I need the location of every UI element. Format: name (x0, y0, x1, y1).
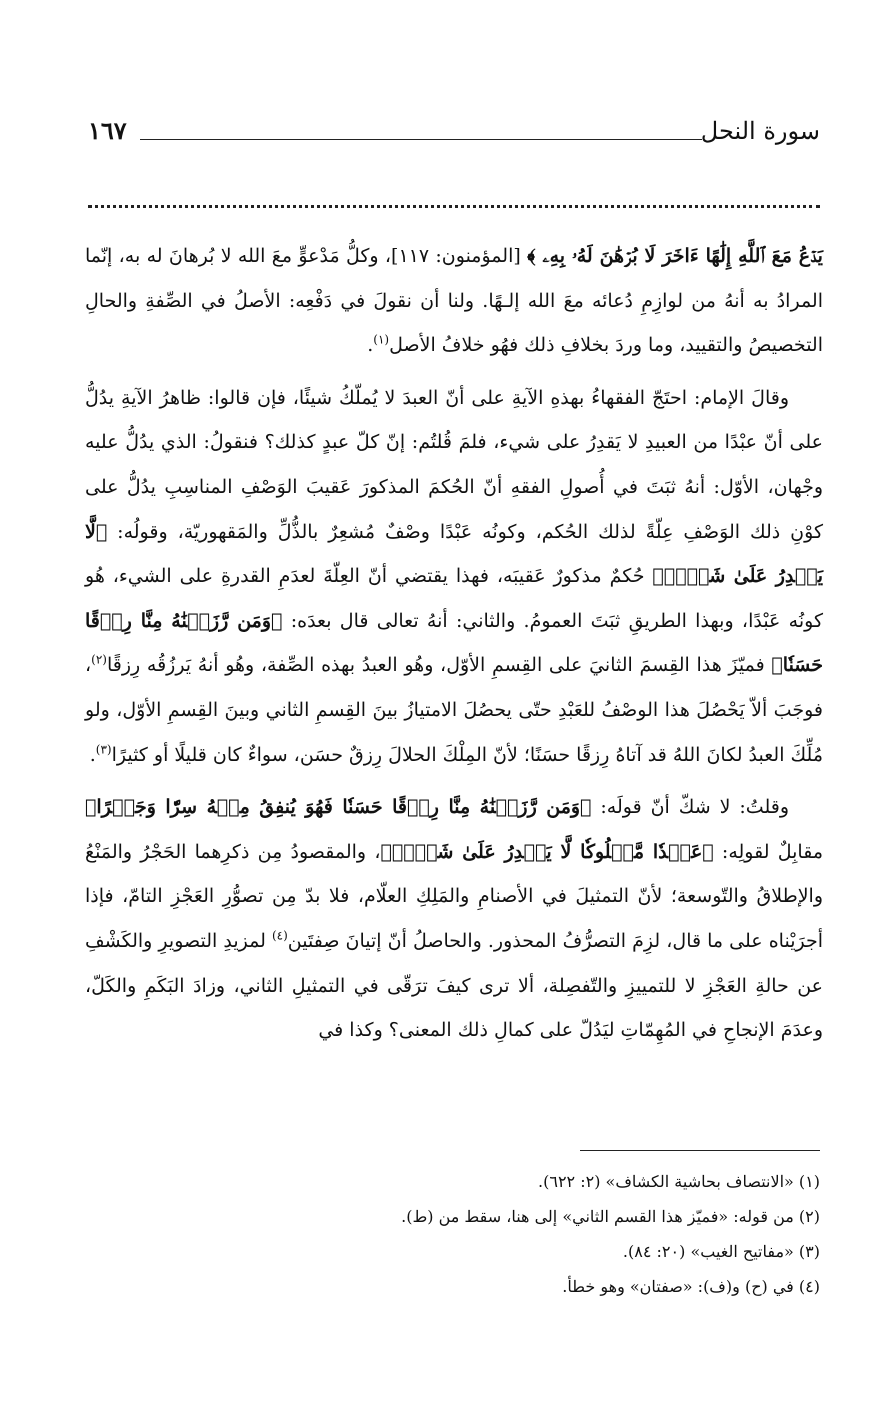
text-run: فميّزَ هذا القِسمَ الثانيَ على القِسمِ الأوّل، وهُو العبدُ بهذه الصِّفة، وهُو أنهُ يَرزُقُه رِزقًا (106, 654, 772, 677)
text-run: وقلتُ: لا شكّ أنّ قولَه: (591, 796, 789, 819)
text-run: حُكمٌ مذكورٌ عَقيبَه، فهذا يقتضي أنّ العِلّةَ لعدَمِ القدرةِ على الشيء، هُو كونُه عَبْدًا، وبهذا الطريقِ ثبَتَ العمومُ. والثاني: أنهُ تعالى قال بعدَه: (85, 565, 824, 632)
main-text (85, 234, 823, 1061)
text-run: وقالَ الإمام: احتَجّ الفقهاءُ بهذهِ الآيةِ على أنّ العبدَ لا يُملّكُ شيئًا، فإن قالوا: ظاهرُ الآيةِ يدُلُّ على أنّ عبْدًا من العبيدِ لا يَقدِرُ على شيء، فلمَ قُلتُم: إنّ كلّ عبدٍ كذلك؟ فنقولُ: الذي يدُلُّ عليه وجْهان، الأوّل: أنهُ ثبَتَ في أُصولِ الفقهِ أنّ الحُكمَ المذكورَ عَقيبَ الوَصْفِ المناسِبِ يدُلُّ على كوْنِ ذلك الوَصْفِ عِلّةً لذلك الحُكم، وكونُه عَبْدًا وصْفٌ مُشعِرٌ بالذُّلِّ والمَقهوريّة، وقولُه: (85, 386, 823, 543)
footnote-separator (580, 1150, 820, 1151)
running-title: سورة النحل (700, 117, 820, 145)
footnote-ref: (٢) (91, 653, 107, 668)
quran-verse: ﴿وَمَن رَّزَقۡنَٰهُ مِنَّا رِزۡقًا حَسَنٗا﴾ (85, 609, 823, 677)
paragraph-2 (85, 376, 823, 777)
quran-verse: يَدۡعُ مَعَ ٱللَّهِ إِلَٰهًا ءَاخَرَ لَا بُرۡهَٰنَ لَهُۥ بِهِۦ ﴾ (527, 245, 823, 267)
text-run: ، والمقصودُ مِن ذكرِهما الحَجْرُ والمَنْعُ والإطلاقُ والتّوسعة؛ لأنّ التمثيلَ في الأصنامِ والمَلِكِ العلّام، فلا بدّ مِن تصوُّرِ العَجْزِ التامّ، فإذا أجرَيْناه على ما قال، لزِمَ التصرُّفُ المحذور. والحاصلُ أنّ إتيانَ صِفتَين (85, 840, 823, 952)
footnote-ref: (١) (373, 332, 390, 347)
header-rule (140, 139, 702, 140)
text-run: . (89, 743, 96, 766)
paragraph-1 (85, 234, 823, 368)
running-header (88, 110, 820, 154)
footnotes (88, 1164, 820, 1304)
footnote-ref: (٣) (95, 742, 112, 757)
footnote-4: (٤) في (ح) و(ف): «صفتان» وهو خطأ. (562, 1277, 820, 1296)
text-run: لمزيدِ التصويرِ والكَشْفِ عن حالةِ العَجْزِ لا للتمييزِ والتّفصِلة، ألا ترى كيفَ ترَقّى في التمثيلِ الثاني، وزادَ البَكَمِ والكَلّ، وعدَمَ الإنجاحِ في المُهِمّاتِ ليَدُلّ على كمالِ ذلك المعنى؟ وكذا في (85, 929, 823, 1042)
text-run: ، فوجَبَ ألاّ يَحْصُلَ هذا الوصْفُ للعَبْدِ حتّى يحصُلَ الامتيازُ بينَ القِسمِ الثاني وبينَ القِسمِ الأوّل، ولو مُلِّكَ العبدُ لكانَ اللهُ قد آتاهُ رِزقًا حسَنًا؛ لأنّ المِلْكَ الحلالَ رِزقٌ حسَن، سواءٌ كان قليلًا أو كثيرًا (85, 654, 823, 766)
paragraph-3 (85, 785, 823, 1053)
quran-verse: ﴿وَمَن رَّزَقۡنَٰهُ مِنَّا رِزۡقًا حَسَنٗا فَهُوَ يُنفِقُ مِنۡهُ سِرّٗا وَجَهۡرًا﴾ (85, 796, 592, 819)
text-run: [المؤمنون: ١١٧]، وكلُّ مَدْعوٍّ معَ الله لا بُرهانَ له به، إنّما المرادُ به أنهُ من لوازِمِ دُعائه معَ الله إلـهًا. ولنا أن نقولَ في دَفْعِه: الأصلُ في الصِّفةِ والحالِ التخصيصُ والتقييد، وما وردَ بخلافِ ذلك فهُو خلافُ الأصل (85, 245, 823, 357)
page-number: ١٦٧ (88, 116, 127, 145)
quran-verse: ﴿عَبۡدٗا مَّمۡلُوكٗا لَّا يَقۡدِرُ عَلَىٰ شَيۡءٖ﴾ (380, 840, 714, 863)
footnote-1: (١) «الانتصاف بحاشية الكشاف» (٢: ٦٢٢). (538, 1172, 820, 1191)
footnote-3: (٣) «مفاتيح الغيب» (٢٠: ٨٤). (622, 1242, 820, 1261)
header-dotted-divider (88, 205, 820, 208)
footnote-2: (٢) من قوله: «فميّز هذا القسم الثاني» إلى هنا، سقط من (ط). (401, 1207, 820, 1226)
quran-verse: ﴿لَّا يَقۡدِرُ عَلَىٰ شَيۡءٖ﴾ (85, 520, 823, 588)
text-run: مقابِلٌ لقولِه: (713, 840, 823, 863)
footnote-ref: (٤) (271, 928, 288, 943)
text-run: . (367, 334, 374, 357)
